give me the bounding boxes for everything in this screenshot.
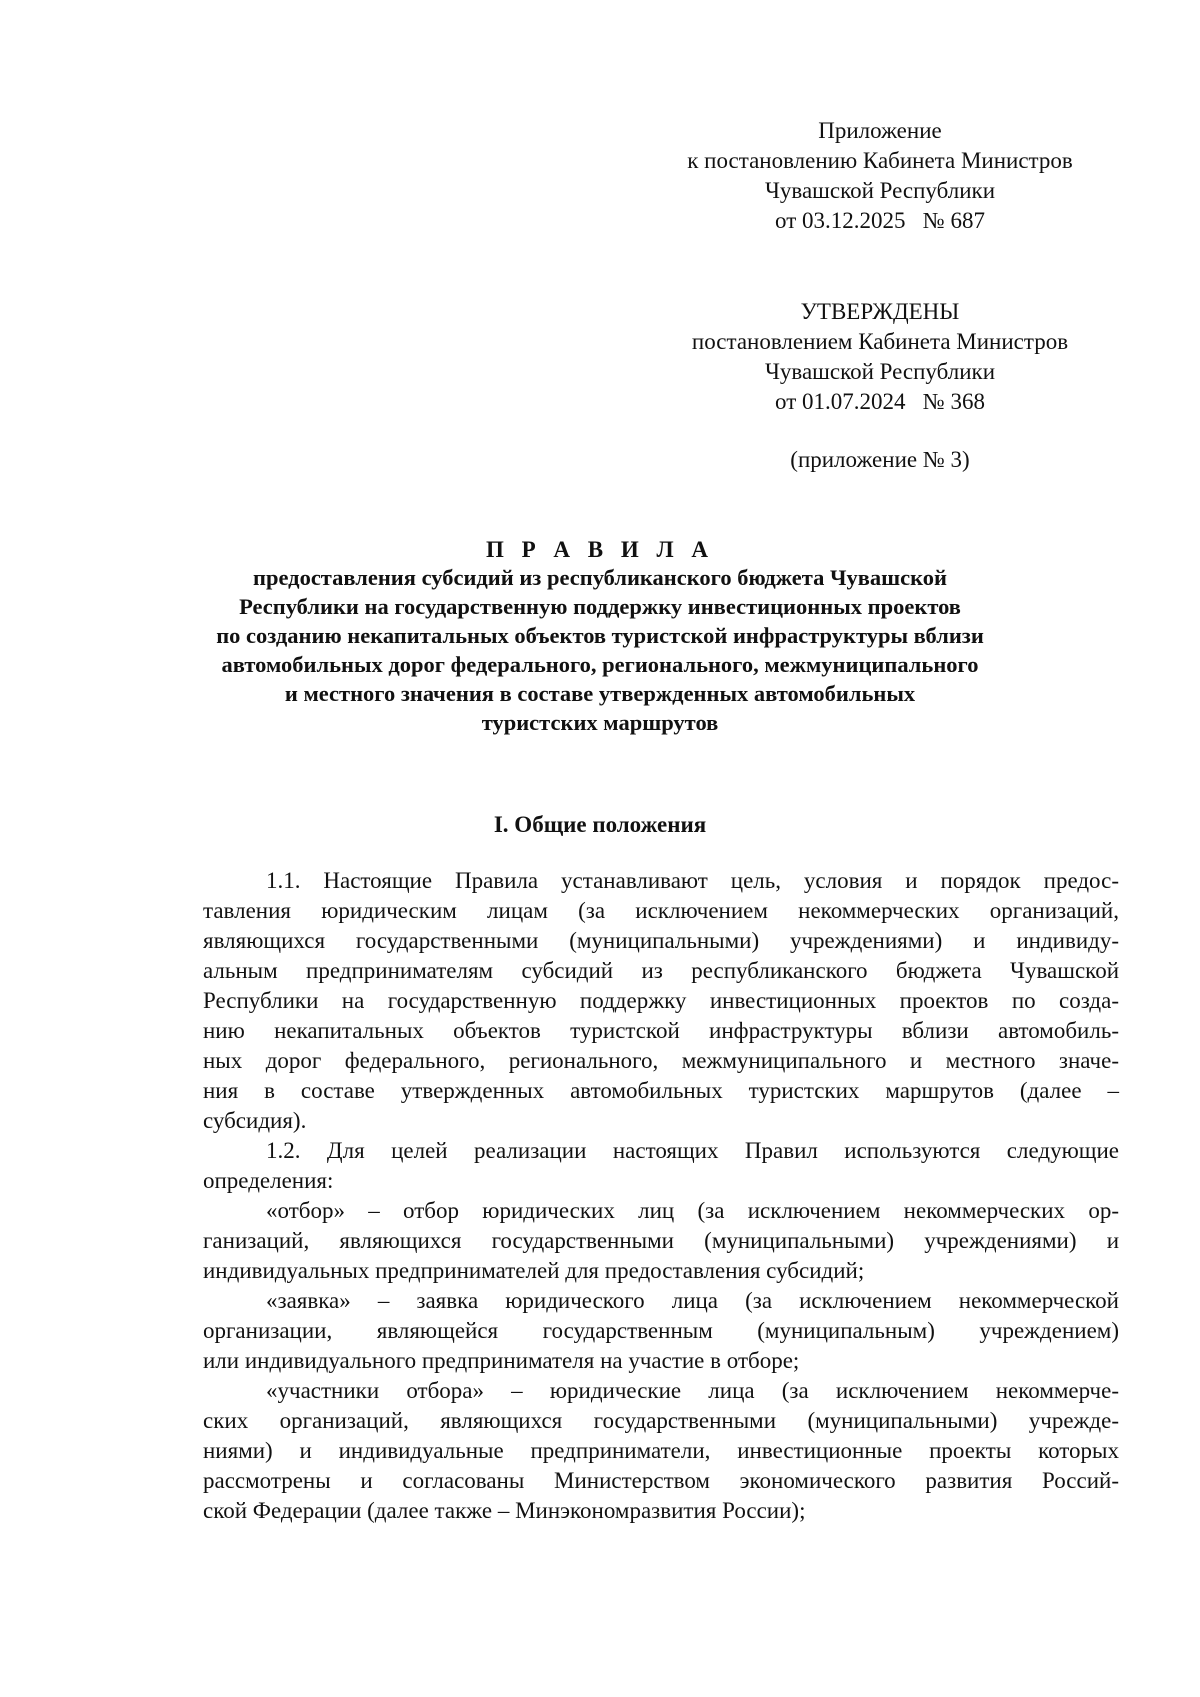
annex-note: (приложение № 3) — [790, 447, 970, 472]
body-line: ских организаций, являющихся государственными (муниципальными) учрежде- — [203, 1408, 1119, 1433]
body-line: субсидия). — [203, 1108, 307, 1133]
body-line: нию некапитальных объектов туристской инфраструктуры вблизи автомобиль- — [203, 1018, 1119, 1043]
body-line: «отбор» – отбор юридических лиц (за исключением некоммерческих ор- — [266, 1198, 1119, 1223]
document-title: П Р А В И Л А — [485, 537, 715, 562]
subtitle-line: по созданию некапитальных объектов туристской инфраструктуры вблизи — [216, 623, 984, 648]
approved-line: Чувашской Республики — [764, 359, 996, 384]
body-line: определения: — [203, 1168, 334, 1193]
body-line: ганизаций, являющихся государственными (муниципальными) учреждениями) и — [203, 1228, 1119, 1253]
document-subtitle — [100, 563, 1100, 737]
body-text — [203, 866, 1119, 1526]
body-line: являющихся государственными (муниципальными) учреждениями) и индивиду- — [203, 928, 1119, 953]
body-line: ных дорог федерального, регионального, межмуниципального и местного значе- — [203, 1048, 1119, 1073]
body-line: альным предпринимателям субсидий из республиканского бюджета Чувашской — [203, 958, 1119, 983]
body-line: ской Федерации (далее также – Минэкономразвития России); — [203, 1498, 806, 1523]
body-line: тавления юридическим лицам (за исключением некоммерческих организаций, — [203, 898, 1119, 923]
approved-line: от 01.07.2024 № 368 — [775, 389, 985, 414]
body-line: организации, являющейся государственным (муниципальным) учреждением) — [203, 1318, 1119, 1343]
approved-line: постановлением Кабинета Министров — [691, 329, 1069, 354]
subtitle-line: и местного значения в составе утвержденных автомобильных — [284, 681, 916, 706]
body-line: 1.2. Для целей реализации настоящих Правил используются следующие — [266, 1138, 1119, 1163]
subtitle-line: предоставления субсидий из республиканского бюджета Чувашской — [253, 565, 947, 590]
body-line: ниями) и индивидуальные предприниматели, инвестиционные проекты которых — [203, 1438, 1119, 1463]
appendix-line: Чувашской Республики — [764, 178, 996, 203]
approved-header — [640, 297, 1120, 417]
body-line: ния в составе утвержденных автомобильных туристских маршрутов (далее – — [203, 1078, 1119, 1103]
body-line: рассмотрены и согласованы Министерством экономического развития Россий- — [203, 1468, 1119, 1493]
subtitle-line: туристских маршрутов — [481, 710, 719, 735]
subtitle-line: Республики на государственную поддержку инвестиционных проектов — [239, 594, 961, 619]
body-line: «участники отбора» – юридические лица (за исключением некоммерче- — [266, 1378, 1119, 1403]
body-line: или индивидуального предпринимателя на участие в отборе; — [203, 1348, 800, 1373]
appendix-line: к постановлению Кабинета Министров — [687, 148, 1073, 173]
appendix-line: Приложение — [818, 118, 942, 143]
approved-line: УТВЕРЖДЕНЫ — [800, 299, 960, 324]
body-line: индивидуальных предпринимателей для предоставления субсидий; — [203, 1258, 865, 1283]
subtitle-line: автомобильных дорог федерального, регионального, межмуниципального — [221, 652, 979, 677]
section-heading: I. Общие положения — [493, 812, 707, 837]
body-line: «заявка» – заявка юридического лица (за исключением некоммерческой — [266, 1288, 1119, 1313]
appendix-line: от 03.12.2025 № 687 — [775, 208, 985, 233]
body-line: Республики на государственную поддержку инвестиционных проектов по созда- — [203, 988, 1119, 1013]
body-line: 1.1. Настоящие Правила устанавливают цель, условия и порядок предос- — [266, 868, 1119, 893]
appendix-header — [640, 116, 1120, 236]
